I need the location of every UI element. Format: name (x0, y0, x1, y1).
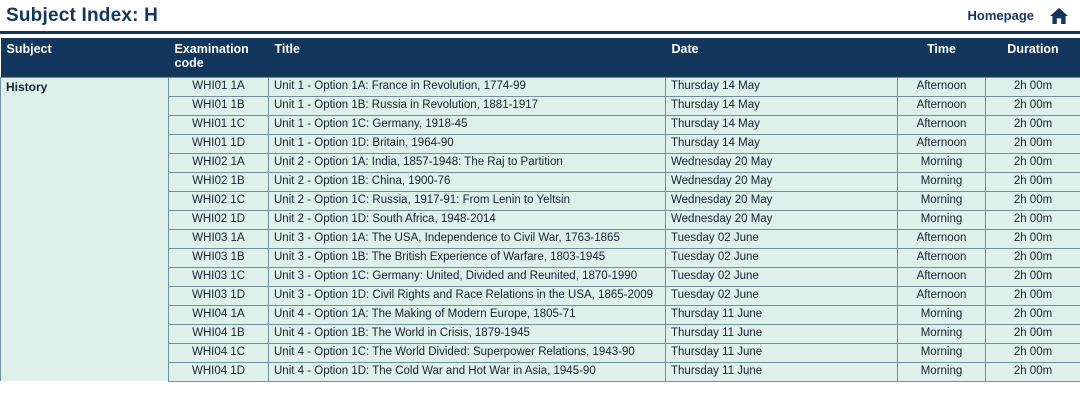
time-cell: Afternoon (898, 229, 986, 248)
time-cell: Morning (898, 172, 986, 191)
duration-cell: 2h 00m (986, 343, 1080, 362)
page-title: Subject Index: H (6, 4, 159, 26)
subject-index-table (0, 38, 1080, 382)
table-body (1, 77, 1080, 381)
time-cell: Afternoon (898, 248, 986, 267)
column-header-duration: Duration (986, 38, 1080, 77)
date-cell: Thursday 11 June (666, 343, 898, 362)
time-cell: Afternoon (898, 267, 986, 286)
duration-cell: 2h 00m (986, 305, 1080, 324)
title-cell: Unit 2 - Option 1D: South Africa, 1948-2014 (269, 210, 666, 229)
title-cell: Unit 4 - Option 1B: The World in Crisis, 1879-1945 (269, 324, 666, 343)
time-cell: Morning (898, 324, 986, 343)
code-cell: WHI03 1B (169, 248, 269, 267)
date-cell: Tuesday 02 June (666, 229, 898, 248)
date-cell: Thursday 14 May (666, 134, 898, 153)
date-cell: Tuesday 02 June (666, 248, 898, 267)
time-cell: Morning (898, 210, 986, 229)
title-cell: Unit 3 - Option 1A: The USA, Independence to Civil War, 1763-1865 (269, 229, 666, 248)
code-cell: WHI03 1D (169, 286, 269, 305)
title-cell: Unit 4 - Option 1C: The World Divided: Superpower Relations, 1943-90 (269, 343, 666, 362)
subject-cell: History (1, 77, 169, 381)
duration-cell: 2h 00m (986, 115, 1080, 134)
table-row (1, 77, 1080, 96)
homepage-link[interactable]: Homepage (967, 8, 1034, 23)
time-cell: Afternoon (898, 77, 986, 96)
column-header-subject: Subject (1, 38, 169, 77)
duration-cell: 2h 00m (986, 77, 1080, 96)
date-cell: Thursday 11 June (666, 324, 898, 343)
header-actions (968, 6, 1070, 26)
title-cell: Unit 2 - Option 1A: India, 1857-1948: The Raj to Partition (269, 153, 666, 172)
title-cell: Unit 4 - Option 1A: The Making of Modern Europe, 1805-71 (269, 305, 666, 324)
code-cell: WHI02 1C (169, 191, 269, 210)
date-cell: Wednesday 20 May (666, 210, 898, 229)
duration-cell: 2h 00m (986, 191, 1080, 210)
column-header-date: Date (666, 38, 898, 77)
time-cell: Afternoon (898, 286, 986, 305)
date-cell: Thursday 11 June (666, 362, 898, 381)
duration-cell: 2h 00m (986, 172, 1080, 191)
date-cell: Thursday 14 May (666, 77, 898, 96)
title-cell: Unit 3 - Option 1D: Civil Rights and Race Relations in the USA, 1865-2009 (269, 286, 666, 305)
date-cell: Thursday 14 May (666, 115, 898, 134)
title-cell: Unit 1 - Option 1B: Russia in Revolution, 1881-1917 (269, 96, 666, 115)
time-cell: Afternoon (898, 134, 986, 153)
code-cell: WHI01 1B (169, 96, 269, 115)
title-cell: Unit 1 - Option 1D: Britain, 1964-90 (269, 134, 666, 153)
page-header (0, 0, 1080, 34)
time-cell: Afternoon (898, 115, 986, 134)
code-cell: WHI04 1B (169, 324, 269, 343)
duration-cell: 2h 00m (986, 134, 1080, 153)
code-cell: WHI03 1A (169, 229, 269, 248)
duration-cell: 2h 00m (986, 210, 1080, 229)
time-cell: Morning (898, 305, 986, 324)
code-cell: WHI02 1B (169, 172, 269, 191)
date-cell: Wednesday 20 May (666, 172, 898, 191)
code-cell: WHI04 1C (169, 343, 269, 362)
duration-cell: 2h 00m (986, 248, 1080, 267)
duration-cell: 2h 00m (986, 286, 1080, 305)
code-cell: WHI01 1D (169, 134, 269, 153)
time-cell: Afternoon (898, 96, 986, 115)
code-cell: WHI01 1C (169, 115, 269, 134)
time-cell: Morning (898, 153, 986, 172)
code-cell: WHI04 1A (169, 305, 269, 324)
column-header-time: Time (898, 38, 986, 77)
duration-cell: 2h 00m (986, 153, 1080, 172)
code-cell: WHI02 1A (169, 153, 269, 172)
code-cell: WHI04 1D (169, 362, 269, 381)
duration-cell: 2h 00m (986, 362, 1080, 381)
duration-cell: 2h 00m (986, 324, 1080, 343)
duration-cell: 2h 00m (986, 267, 1080, 286)
column-header-examination-code: Examination code (169, 38, 269, 77)
date-cell: Thursday 14 May (666, 96, 898, 115)
title-cell: Unit 3 - Option 1B: The British Experience of Warfare, 1803-1945 (269, 248, 666, 267)
time-cell: Morning (898, 362, 986, 381)
title-cell: Unit 4 - Option 1D: The Cold War and Hot War in Asia, 1945-90 (269, 362, 666, 381)
time-cell: Morning (898, 343, 986, 362)
duration-cell: 2h 00m (986, 229, 1080, 248)
column-header-title: Title (269, 38, 666, 77)
title-cell: Unit 2 - Option 1C: Russia, 1917-91: From Lenin to Yeltsin (269, 191, 666, 210)
code-cell: WHI02 1D (169, 210, 269, 229)
date-cell: Wednesday 20 May (666, 153, 898, 172)
title-cell: Unit 1 - Option 1C: Germany, 1918-45 (269, 115, 666, 134)
home-icon[interactable] (1048, 6, 1070, 26)
date-cell: Wednesday 20 May (666, 191, 898, 210)
time-cell: Morning (898, 191, 986, 210)
title-cell: Unit 2 - Option 1B: China, 1900-76 (269, 172, 666, 191)
date-cell: Tuesday 02 June (666, 286, 898, 305)
code-cell: WHI03 1C (169, 267, 269, 286)
duration-cell: 2h 00m (986, 96, 1080, 115)
title-cell: Unit 1 - Option 1A: France in Revolution, 1774-99 (269, 77, 666, 96)
table-header-row (1, 38, 1080, 77)
date-cell: Thursday 11 June (666, 305, 898, 324)
code-cell: WHI01 1A (169, 77, 269, 96)
title-cell: Unit 3 - Option 1C: Germany: United, Divided and Reunited, 1870-1990 (269, 267, 666, 286)
date-cell: Tuesday 02 June (666, 267, 898, 286)
